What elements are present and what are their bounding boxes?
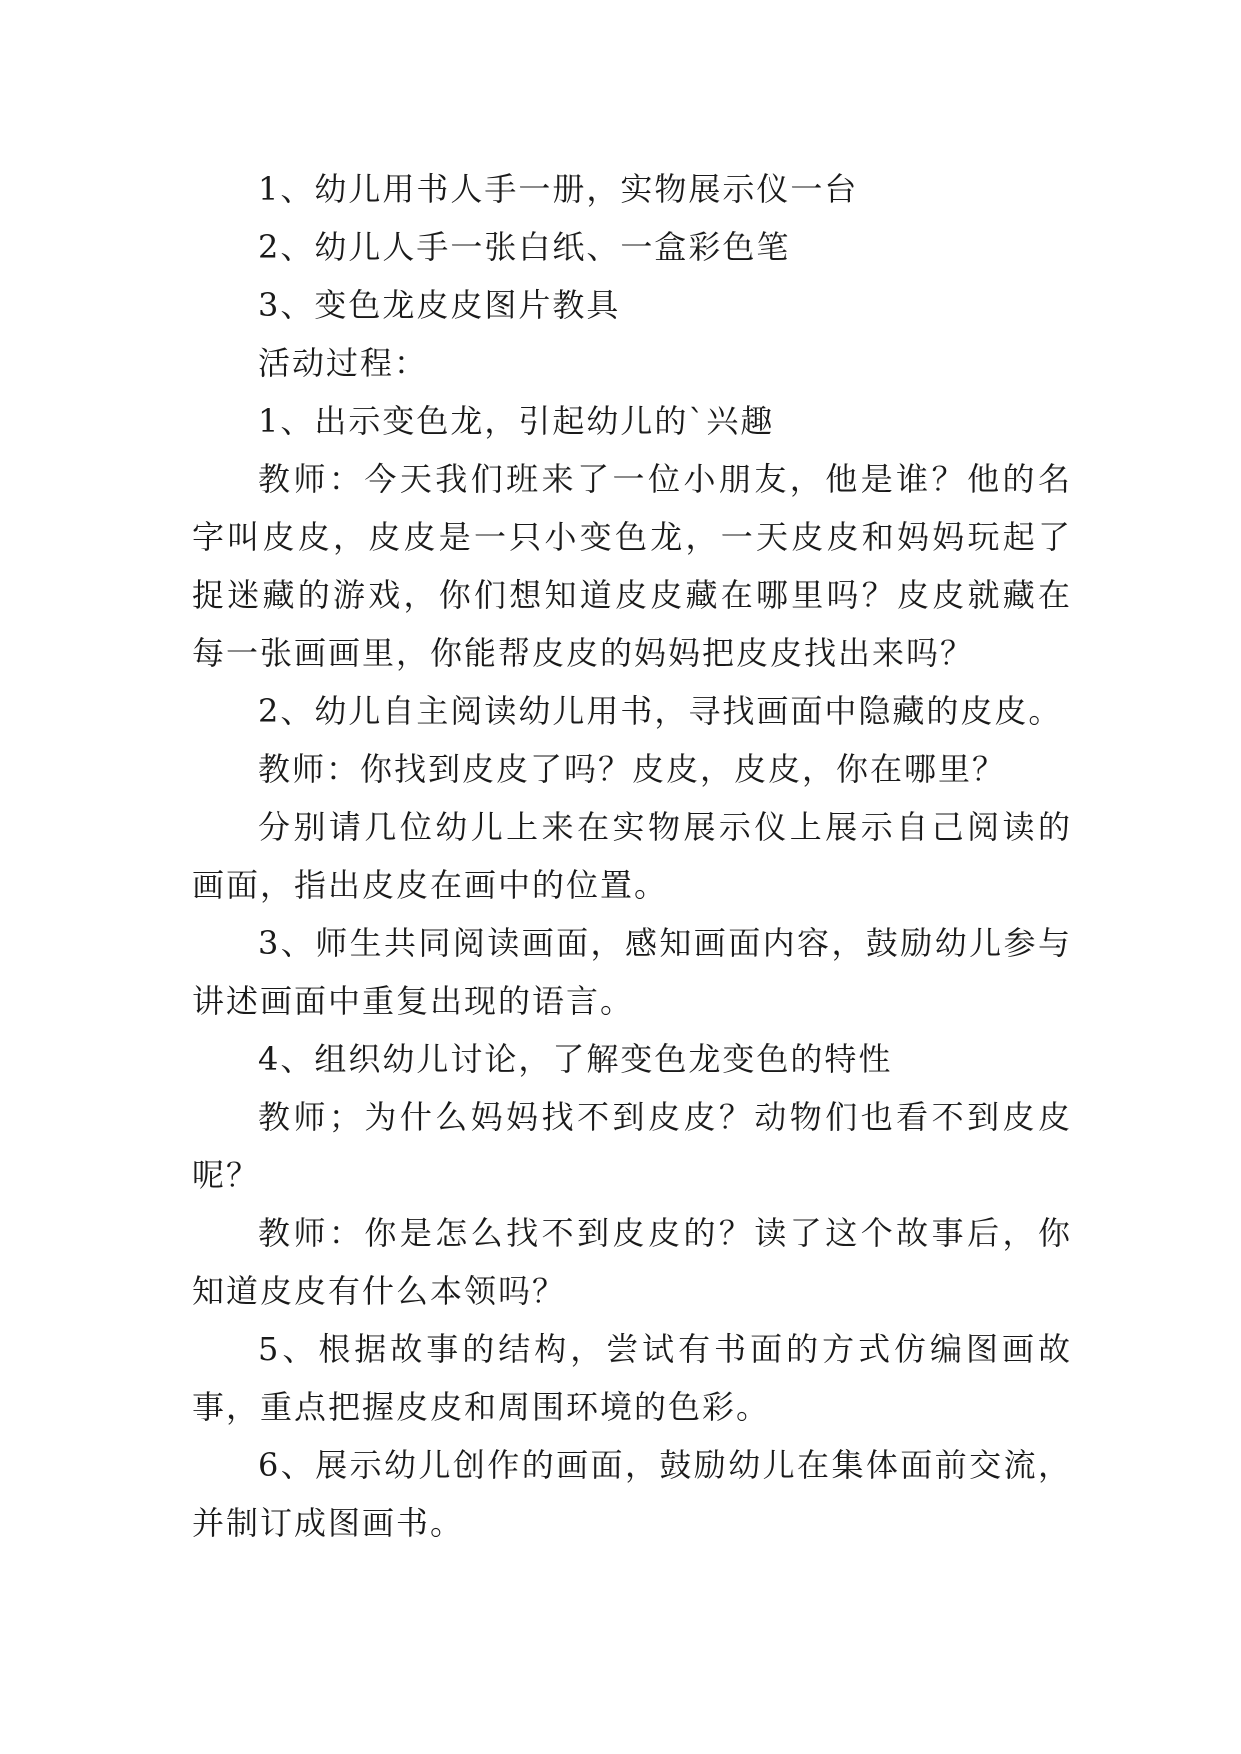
step-4: 4、组织幼儿讨论，了解变色龙变色的特性 — [258, 1040, 893, 1078]
activity-note: 分别请几位幼儿上来在实物展示仪上展示自己阅读的画面，指出皮皮在画中的位置。 — [192, 808, 1072, 904]
teacher-dialogue-3: 教师；为什么妈妈找不到皮皮？动物们也看不到皮皮呢？ — [192, 1098, 1072, 1194]
material-item-3: 3、变色龙皮皮图片教具 — [258, 286, 621, 324]
teacher-dialogue-4: 教师：你是怎么找不到皮皮的？读了这个故事后，你知道皮皮有什么本领吗？ — [192, 1214, 1072, 1310]
teacher-dialogue-2: 教师：你找到皮皮了吗？皮皮，皮皮，你在哪里？ — [258, 750, 1007, 788]
step-1: 1、出示变色龙，引起幼儿的`兴趣 — [258, 402, 775, 440]
step-2: 2、幼儿自主阅读幼儿用书，寻找画面中隐藏的皮皮。 — [258, 692, 1063, 730]
section-heading-activity-process: 活动过程： — [258, 344, 429, 382]
step-5: 5、根据故事的结构，尝试有书面的方式仿编图画故事，重点把握皮皮和周围环境的色彩。 — [192, 1330, 1072, 1426]
step-3: 3、师生共同阅读画面，感知画面内容，鼓励幼儿参与讲述画面中重复出现的语言。 — [192, 924, 1072, 1020]
document-body — [192, 160, 1072, 1552]
material-item-2: 2、幼儿人手一张白纸、一盒彩色笔 — [258, 228, 791, 266]
teacher-dialogue-1: 教师：今天我们班来了一位小朋友，他是谁？他的名字叫皮皮，皮皮是一只小变色龙，一天皮皮和妈妈玩起了捉迷藏的游戏，你们想知道皮皮藏在哪里吗？皮皮就藏在每一张画画里，你能帮皮皮的妈妈把皮皮找出来吗？ — [192, 460, 1072, 672]
material-item-1: 1、幼儿用书人手一册，实物展示仪一台 — [258, 170, 859, 208]
step-6: 6、展示幼儿创作的画面，鼓励幼儿在集体面前交流，并制订成图画书。 — [192, 1446, 1072, 1542]
